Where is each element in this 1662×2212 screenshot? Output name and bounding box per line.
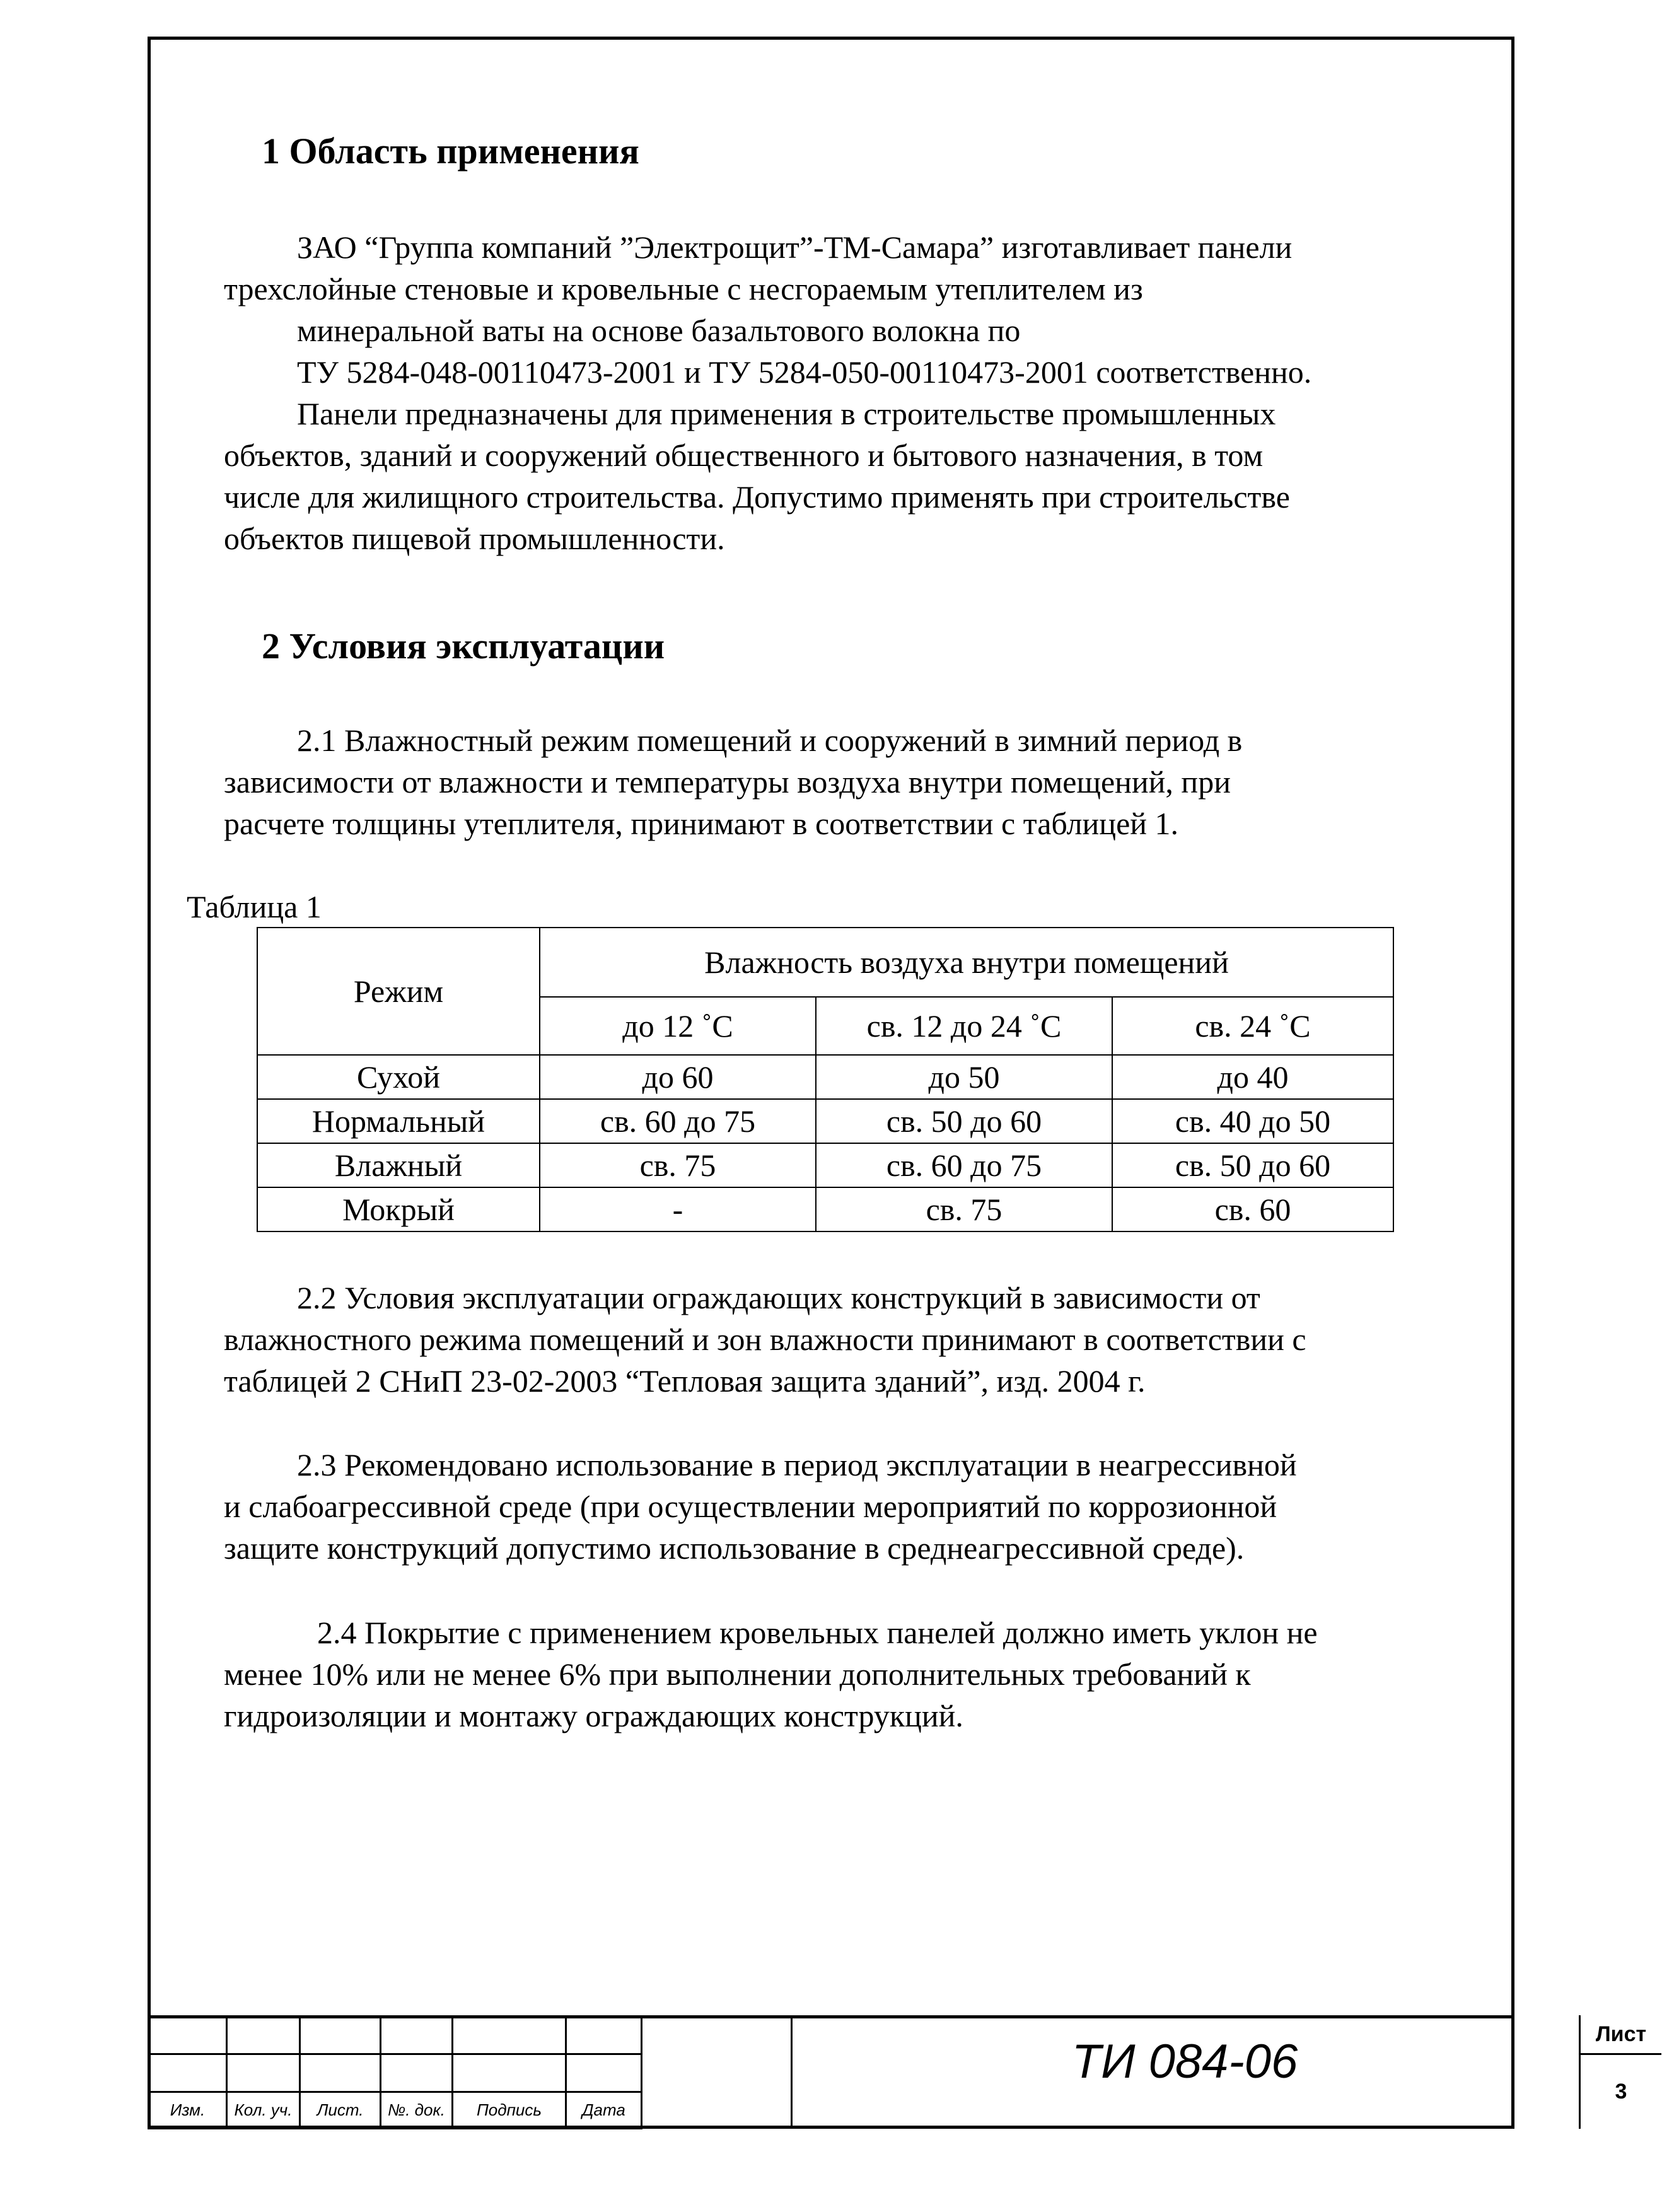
revision-grid bbox=[148, 2015, 642, 2129]
stamp-label-count: Кол. уч. bbox=[227, 2092, 300, 2129]
table-row bbox=[257, 1099, 1393, 1143]
stamp-label-sheet: Лист. bbox=[300, 2092, 381, 2129]
table-cell: Нормальный bbox=[257, 1099, 540, 1143]
table-cell: до 40 bbox=[1112, 1055, 1393, 1099]
section1-line: ЗАО “Группа компаний ”Электрощит”-ТМ-Самара” изготавливает панели bbox=[297, 230, 1293, 265]
table-header-col: до 12 ˚С bbox=[540, 997, 816, 1055]
section1-line: объектов, зданий и сооружений общественного и бытового назначения, в том bbox=[224, 438, 1264, 473]
section1-line: ТУ 5284-048-00110473-2001 и ТУ 5284-050-00110473-2001 соответственно. bbox=[297, 354, 1312, 390]
section1-line: трехслойные стеновые и кровельные с несгораемым утеплителем из bbox=[224, 271, 1143, 306]
table-header-mode: Режим bbox=[257, 928, 540, 1055]
table-cell: св. 75 bbox=[816, 1187, 1112, 1231]
paragraph-2-2-line: влажностного режима помещений и зон влажности принимают в соответствии с bbox=[224, 1322, 1306, 1357]
stamp-label-signature: Подпись bbox=[453, 2092, 566, 2129]
table-cell: св. 60 до 75 bbox=[816, 1143, 1112, 1187]
table-cell: св. 50 до 60 bbox=[816, 1099, 1112, 1143]
table-row bbox=[257, 1055, 1393, 1099]
table-cell: св. 60 до 75 bbox=[540, 1099, 816, 1143]
table-cell: св. 40 до 50 bbox=[1112, 1099, 1393, 1143]
humidity-table bbox=[257, 927, 1394, 1232]
paragraph-2-2-line: 2.2 Условия эксплуатации ограждающих конструкций в зависимости от bbox=[297, 1280, 1260, 1315]
sheet-box bbox=[1579, 2015, 1662, 2129]
paragraph-2-4-line: 2.4 Покрытие с применением кровельных панелей должно иметь уклон не bbox=[317, 1615, 1318, 1650]
paragraph-2-2-line: таблицей 2 СНиП 23-02-2003 “Тепловая защита зданий”, изд. 2004 г. bbox=[224, 1363, 1146, 1399]
stamp-label-change: Изм. bbox=[149, 2092, 227, 2129]
table-cell: св. 50 до 60 bbox=[1112, 1143, 1393, 1187]
paragraph-2-3-line: 2.3 Рекомендовано использование в период эксплуатации в неагрессивной bbox=[297, 1447, 1297, 1482]
table-header-humidity: Влажность воздуха внутри помещений bbox=[540, 928, 1393, 997]
stamp-label-date: Дата bbox=[566, 2092, 642, 2129]
paragraph-2-1-line: 2.1 Влажностный режим помещений и сооружений в зимний период в bbox=[297, 723, 1243, 758]
table-row bbox=[257, 1187, 1393, 1231]
section1-line: объектов пищевой промышленности. bbox=[224, 521, 725, 556]
table-header-col: св. 24 ˚С bbox=[1112, 997, 1393, 1055]
table-cell: - bbox=[540, 1187, 816, 1231]
section1-line: Панели предназначены для применения в строительстве промышленных bbox=[297, 396, 1276, 431]
table-header-col: св. 12 до 24 ˚С bbox=[816, 997, 1112, 1055]
table-cell: Влажный bbox=[257, 1143, 540, 1187]
table-cell: св. 75 bbox=[540, 1143, 816, 1187]
paragraph-2-4-line: менее 10% или не менее 6% при выполнении дополнительных требований к bbox=[224, 1656, 1251, 1692]
table-cell: Сухой bbox=[257, 1055, 540, 1099]
sheet-label: Лист bbox=[1581, 2015, 1661, 2055]
section1-heading: 1 Область применения bbox=[262, 131, 639, 172]
table1-caption: Таблица 1 bbox=[187, 889, 322, 924]
stamp-label-doc-number: №. док. bbox=[381, 2092, 453, 2129]
table-cell: Мокрый bbox=[257, 1187, 540, 1231]
section2-heading: 2 Условия эксплуатации bbox=[262, 626, 665, 667]
table-cell: до 50 bbox=[816, 1055, 1112, 1099]
table-cell: до 60 bbox=[540, 1055, 816, 1099]
section1-line: числе для жилищного строительства. Допустимо применять при строительстве bbox=[224, 479, 1290, 515]
paragraph-2-3-line: защите конструкций допустимо использование в среднеагрессивной среде). bbox=[224, 1530, 1245, 1566]
document-code: ТИ 084-06 bbox=[1071, 2035, 1298, 2088]
sheet-number: 3 bbox=[1615, 2080, 1627, 2104]
paragraph-2-1-line: расчете толщины утеплителя, принимают в соответствии с таблицей 1. bbox=[224, 806, 1179, 841]
table-cell: св. 60 bbox=[1112, 1187, 1393, 1231]
paragraph-2-1-line: зависимости от влажности и температуры воздуха внутри помещений, при bbox=[224, 764, 1231, 800]
paragraph-2-4-line: гидроизоляции и монтажу ограждающих конструкций. bbox=[224, 1698, 963, 1733]
section1-line: минеральной ваты на основе базальтового волокна по bbox=[297, 313, 1021, 348]
paragraph-2-3-line: и слабоагрессивной среде (при осуществлении мероприятий по коррозионной bbox=[224, 1489, 1277, 1524]
title-block bbox=[148, 2015, 1647, 2129]
table-row bbox=[257, 1143, 1393, 1187]
